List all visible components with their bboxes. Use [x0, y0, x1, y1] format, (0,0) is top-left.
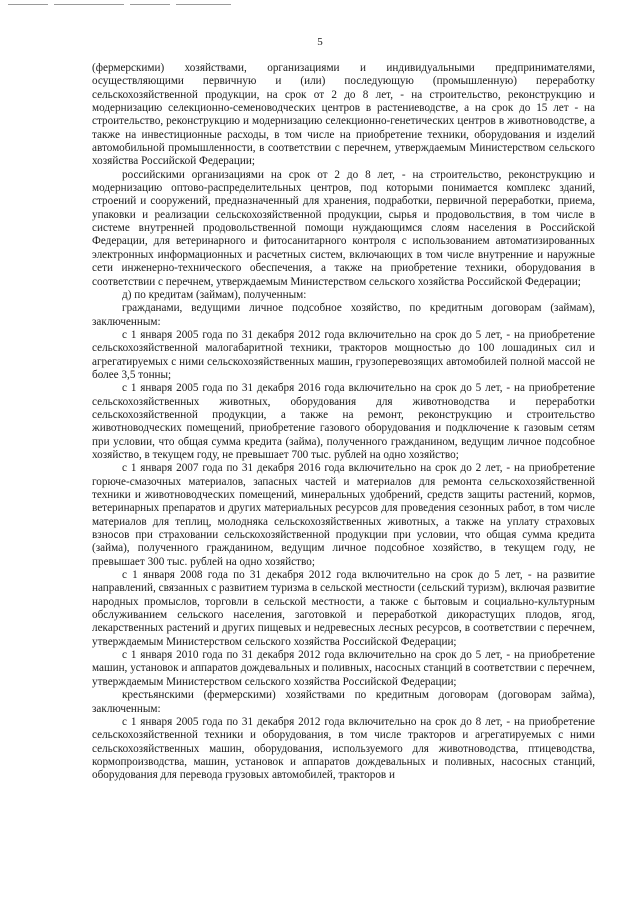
paragraph: с 1 января 2010 года по 31 декабря 2012 года включительно на срок до 5 лет, - на приобретение машин, установок и аппаратов дождевальных и поливных, насосных станций в соответствии с перечнем, утверждаемым Министерством сельского хозяйства Российской Федерации; — [92, 649, 595, 688]
paragraph: гражданами, ведущими личное подсобное хозяйство, по кредитным договорам (займам), заключенным: — [92, 302, 595, 328]
paragraph: российскими организациями на срок от 2 до 8 лет, - на строительство, реконструкцию и модернизацию оптово-распределительных центров, под которыми понимается комплекс зданий, строений и сооружений, предназначенный для хранения, подработки, первичной переработки, приема, упаковки и реализации сельскохозяйственной продукции, сырья и продовольствия, в том числе в системе внутренней продовольственной помощи нуждающимся слоям населения в Российской Федерации, для ветеринарного и фитосанитарного контроля с использованием автоматизированных электронных информационных и расчетных систем, включающих в том числе внутренние и наружные сети инженерно-технического обеспечения, а также на приобретение техники, оборудования в соответствии с перечнем, утверждаемым Министерством сельского хозяйства Российской Федерации; — [92, 168, 595, 288]
paragraph: д) по кредитам (займам), полученным: — [122, 288, 307, 301]
paragraph: (фермерскими) хозяйствами, организациями и индивидуальными предпринимателями, осуществляющими первичную и (или) последующую (промышленную) переработку сельскохозяйственной продукции, на срок от 2 до 8 лет, - на строительство, реконструкцию и модернизацию селекционно-семеноводческих центров в растениеводстве, а на срок до 15 лет - на строительство, реконструкцию и модернизацию селекционно-генетических центров в животноводстве, а также на инвестиционные расходы, в том числе на приобретение техники, оборудования и изделий автомобильной промышленности, в соответствии с перечнем, утверждаемым Министерством сельского хозяйства Российской Федерации; — [92, 62, 595, 168]
document-body — [92, 62, 595, 783]
paragraph: с 1 января 2005 года по 31 декабря 2016 года включительно на срок до 5 лет, - на приобретение сельскохозяйственных животных, оборудования для животноводства и переработки сельскохозяйственной продукции, а также на ремонт, реконструкцию и строительство животноводческих помещений, приобретение газового оборудования и подключение к газовым сетям при условии, что общая сумма кредита (займа), полученного гражданином, ведущим личное подсобное хозяйство, в текущем году, не превышает 700 тыс. рублей на одно хозяйство; — [92, 382, 595, 461]
paragraph: с 1 января 2005 года по 31 декабря 2012 года включительно на срок до 5 лет, - на приобретение сельскохозяйственной малогабаритной техники, тракторов мощностью до 100 лошадиных сил и агрегатируемых с ними сельскохозяйственных машин, грузоперевозящих автомобилей полной массой не более 3,5 тонны; — [92, 328, 595, 381]
scan-edge-marks — [8, 4, 238, 10]
page-number: 5 — [317, 36, 323, 48]
paragraph: крестьянскими (фермерскими) хозяйствами по кредитным договорам (договорам займа), заключенным: — [92, 689, 595, 715]
paragraph: с 1 января 2005 года по 31 декабря 2012 года включительно на срок до 8 лет, - на приобретение сельскохозяйственной техники и оборудования, в том числе тракторов и агрегатируемых с ними сельскохозяйственных машин, оборудования, используемого для животноводства, птицеводства, кормопроизводства, машин, установок и аппаратов дождевальных и поливных, насосных станций, оборудования для перевода грузовых автомобилей, тракторов и — [92, 715, 595, 782]
paragraph: с 1 января 2008 года по 31 декабря 2012 года включительно на срок до 5 лет, - на развитие направлений, связанных с развитием туризма в сельской местности (сельский туризм), включая развитие народных промыслов, торговли в сельской местности, а также с бытовым и социально-культурным обслуживанием сельского населения, заготовкой и переработкой дикорастущих плодов, ягод, лекарственных растений и других пищевых и недревесных лесных ресурсов, в соответствии с перечнем, утверждаемым Министерством сельского хозяйства Российской Федерации; — [92, 569, 595, 648]
paragraph: с 1 января 2007 года по 31 декабря 2016 года включительно на срок до 2 лет, - на приобретение горюче-смазочных материалов, запасных частей и материалов для ремонта сельскохозяйственной техники и животноводческих помещений, минеральных удобрений, средств защиты растений, кормов, ветеринарных препаратов и других материальных ресурсов для проведения сезонных работ, в том числе материалов для теплиц, молодняка сельскохозяйственных животных, а также на уплату страховых взносов при страховании сельскохозяйственной продукции при условии, что общая сумма кредита (займа), полученного гражданином, ведущим личное подсобное хозяйство, в текущем году, не превышает 300 тыс. рублей на одно хозяйство; — [92, 462, 595, 568]
